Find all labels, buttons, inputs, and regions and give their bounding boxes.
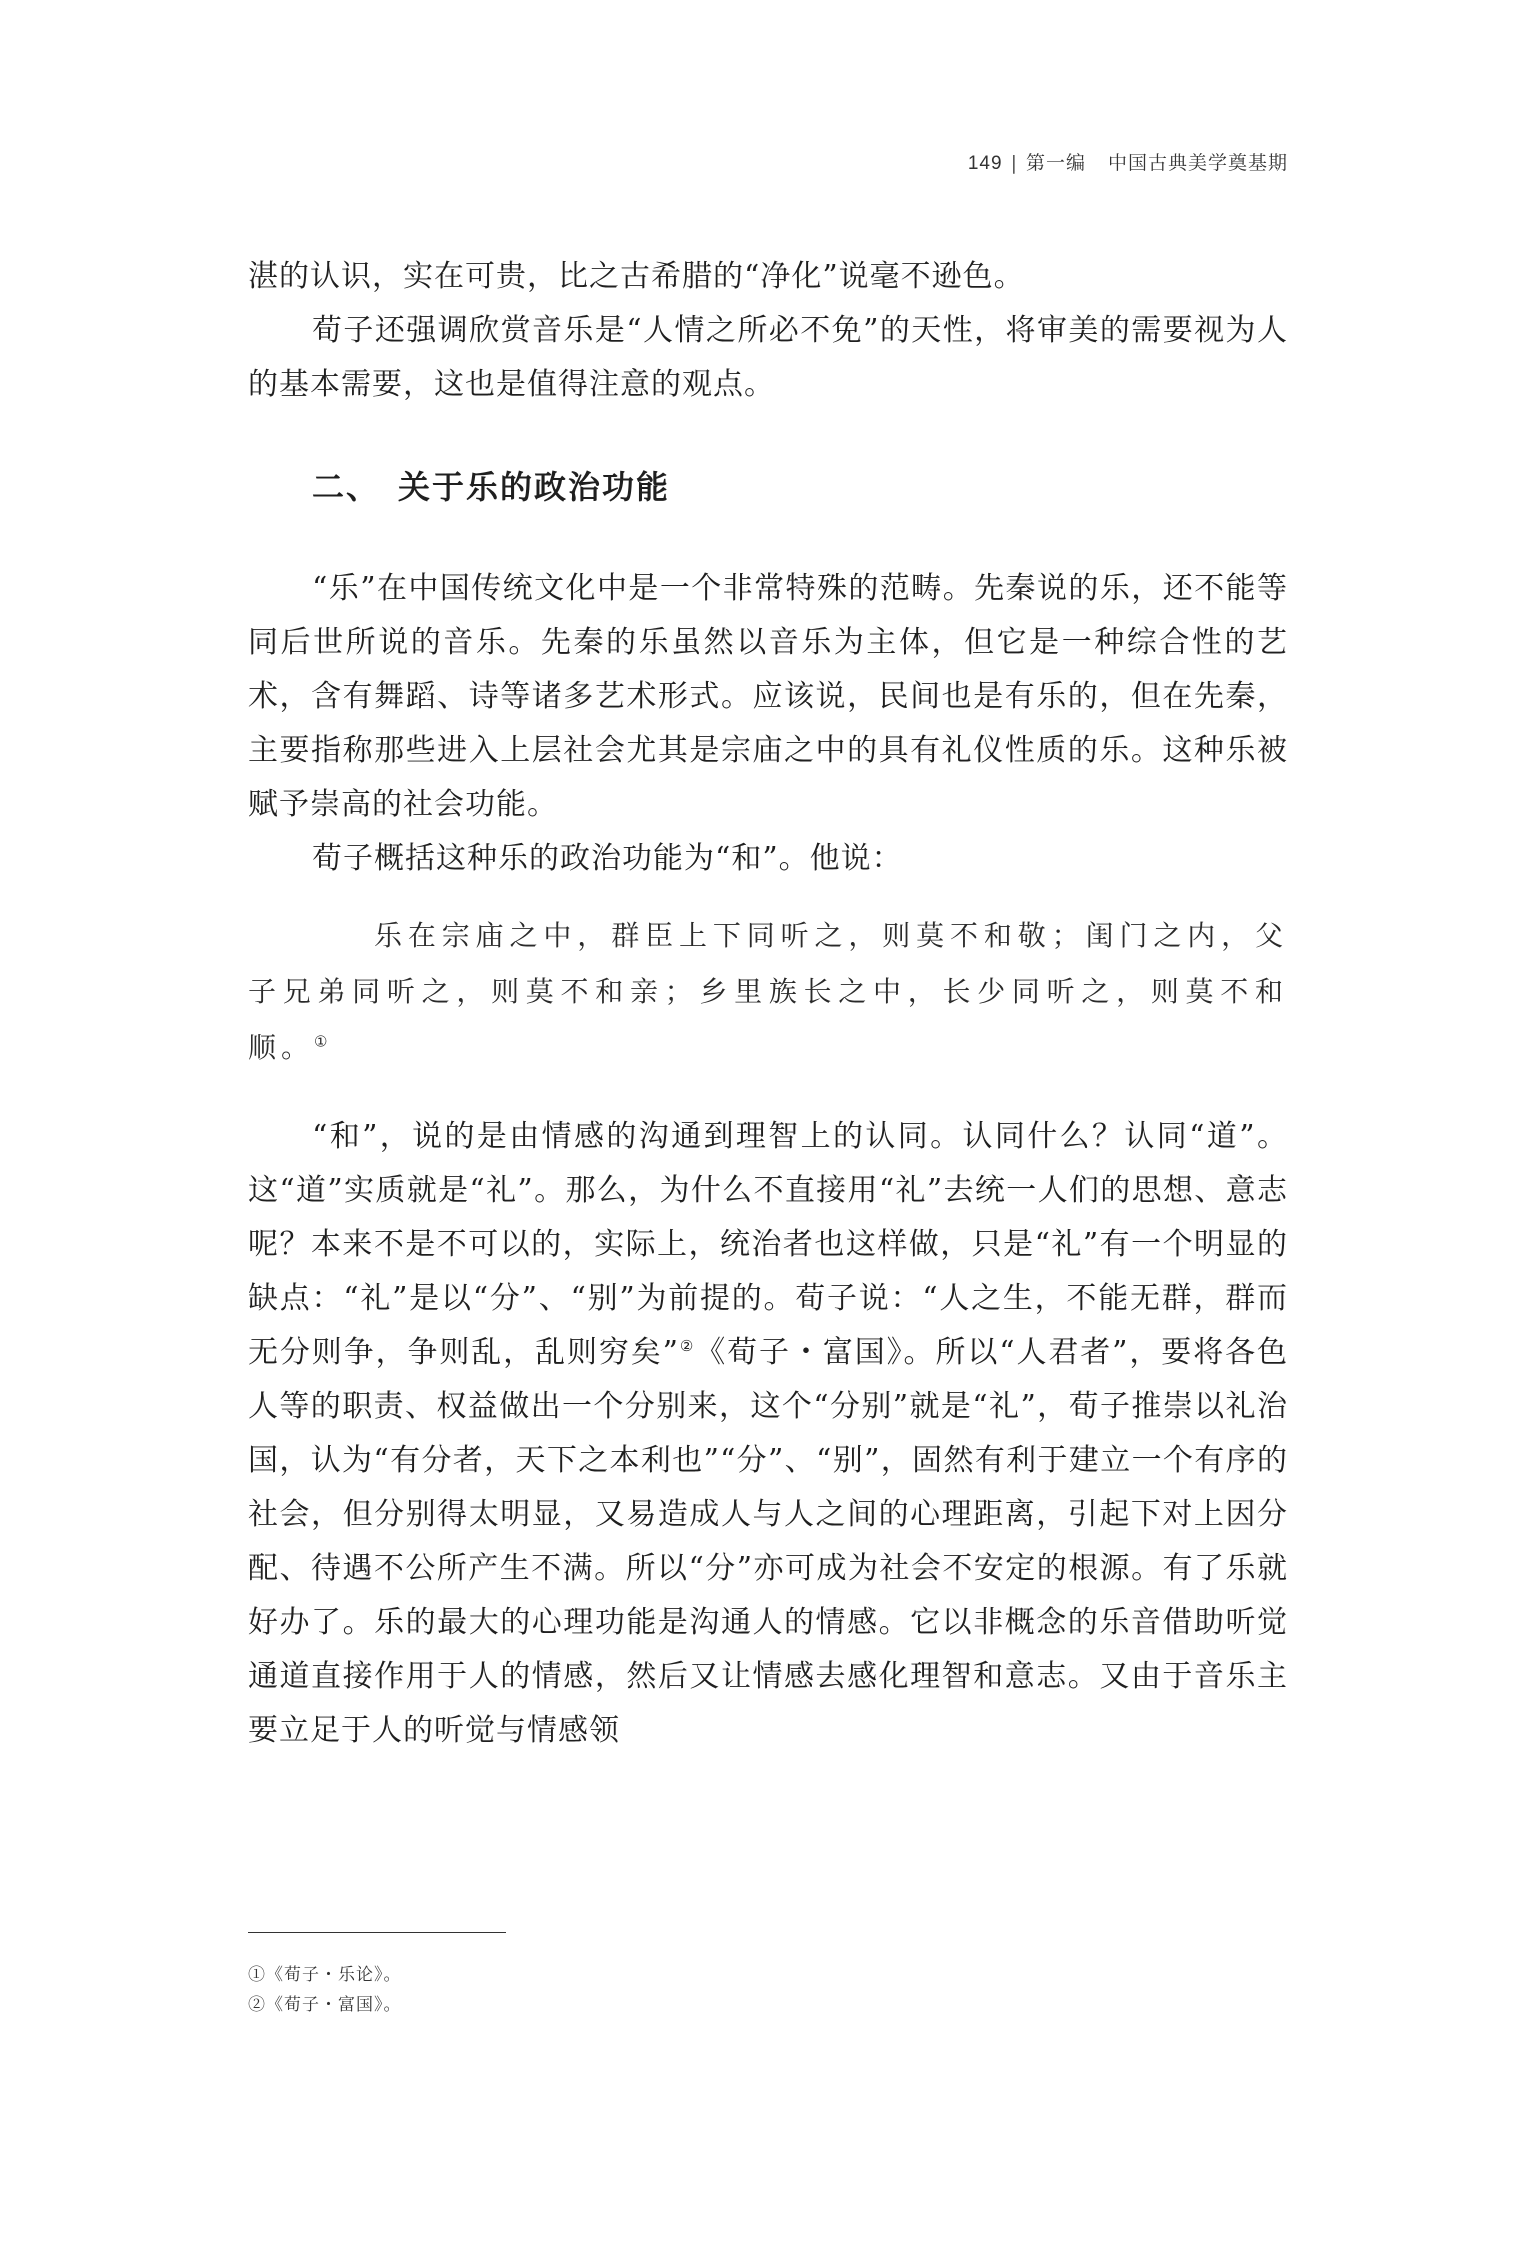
paragraph-3: “乐”在中国传统文化中是一个非常特殊的范畴。先秦说的乐，还不能等同后世所说的音乐。先秦的乐虽然以音乐为主体，但它是一种综合性的艺术，含有舞蹈、诗等诸多艺术形式。应该说，民间也是有乐的，但在先秦，主要指称那些进入上层社会尤其是宗庙之中的具有礼仪性质的乐。这种乐被赋予崇高的社会功能。 [248, 571, 1288, 822]
header-divider: | [1010, 152, 1018, 174]
paragraph-4: 荀子概括这种乐的政治功能为“和”。他说： [312, 841, 903, 876]
part-label: 第一编 [1025, 152, 1086, 174]
footnote-2: ②《荀子・富国》。 [248, 1995, 402, 2015]
paragraph-2: 荀子还强调欣赏音乐是“人情之所必不免”的天性，将审美的需要视为人的基本需要，这也是值得注意的观点。 [248, 313, 1288, 402]
running-header [968, 148, 1288, 175]
paragraph-1: 湛的认识，实在可贵，比之古希腊的“净化”说毫不逊色。 [248, 259, 1025, 294]
page-body [248, 250, 1288, 1758]
quote-text: 乐在宗庙之中，群臣上下同听之，则莫不和敬；闺门之内，父子兄弟同听之，则莫不和亲；乡里族长之中，长少同听之，则莫不和顺。 [248, 919, 1288, 1064]
paragraph-5 [248, 1110, 1288, 1758]
page-number: 149 [967, 153, 1003, 174]
footnote-1: ①《荀子・乐论》。 [248, 1965, 402, 1985]
section-title: 关于乐的政治功能 [398, 468, 671, 506]
part-title: 中国古典美学奠基期 [1107, 152, 1288, 174]
section-number: 二、 [312, 468, 381, 506]
footnote-ref-1: ① [314, 1032, 333, 1051]
footnotes [248, 1960, 402, 2020]
paragraph-5-part-b: 《荀子・富国》。所以“人君者”，要将各色人等的职责、权益做出一个分别来，这个“分别”就是“礼”，荀子推崇以礼治国，认为“有分者，天下之本利也”“分”、“别”，固然有利于建立一个有序的社会，但分别得太明显，又易造成人与人之间的心理距离，引起下对上因分配、待遇不公所产生不满。所以“分”亦可成为社会不安定的根源。有了乐就好办了。乐的最大的心理功能是沟通人的情感。它以非概念的乐音借助听觉通道直接作用于人的情感，然后又让情感去感化理智和意志。又由于音乐主要立足于人的听觉与情感领 [248, 1335, 1288, 1748]
block-quote [248, 908, 1288, 1076]
footnote-divider [248, 1932, 506, 1933]
section-heading [248, 462, 1288, 508]
footnote-ref-2: ② [679, 1337, 696, 1355]
paragraph-5-part-a: “和”，说的是由情感的沟通到理智上的认同。认同什么？认同“道”。这“道”实质就是“礼”。那么，为什么不直接用“礼”去统一人们的思想、意志呢？本来不是不可以的，实际上，统治者也这样做，只是“礼”有一个明显的缺点：“礼”是以“分”、“别”为前提的。荀子说：“人之生，不能无群，群而无分则争，争则乱，乱则穷矣” [248, 1119, 1288, 1370]
